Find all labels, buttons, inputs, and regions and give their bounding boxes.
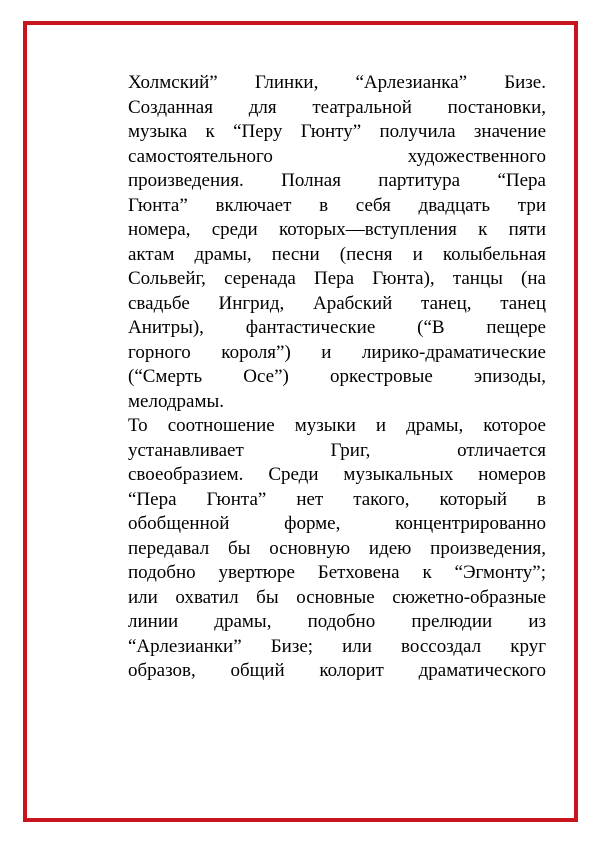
- text-line: Сольвейг, серенада Пера Гюнта), танцы (на: [128, 268, 546, 289]
- text-line: Гюнта” включает в себя двадцать три: [128, 194, 546, 216]
- text-line: Анитры), фантастические (“В пещере: [128, 317, 546, 338]
- document-text-body: [128, 71, 546, 684]
- text-line: линии драмы, подобно прелюдии из: [128, 611, 546, 632]
- text-line: актам драмы, песни (песня и колыбельная: [128, 243, 546, 265]
- text-line: образов, общий колорит драматического: [128, 660, 546, 681]
- text-line: горного короля”) и лирико-драматические: [128, 341, 546, 363]
- text-line: произведения. Полная партитура “Пера: [128, 170, 546, 191]
- text-line: самостоятельного художественного: [128, 145, 546, 167]
- text-line: музыка к “Перу Гюнту” получила значение: [128, 121, 546, 142]
- text-line: (“Смерть Осе”) оркестровые эпизоды,: [128, 366, 546, 387]
- text-line: или охватил бы основные сюжетно-образные: [128, 586, 546, 608]
- paragraph-1: [128, 71, 546, 414]
- text-line: свадьбе Ингрид, Арабский танец, танец: [128, 292, 546, 314]
- paragraph-2: [128, 414, 546, 684]
- text-line: обобщенной форме, концентрированно: [128, 513, 546, 534]
- text-line: Холмский” Глинки, “Арлезианка” Бизе.: [128, 72, 546, 93]
- text-line: устанавливает Григ, отличается: [128, 439, 546, 461]
- text-line: номера, среди которых—вступления к пяти: [128, 219, 546, 240]
- text-line: передавал бы основную идею произведения,: [128, 537, 546, 559]
- text-line: То соотношение музыки и драмы, которое: [128, 415, 546, 436]
- text-line: мелодрамы.: [128, 390, 225, 412]
- text-line: подобно увертюре Бетховена к “Эгмонту”;: [128, 562, 546, 583]
- text-line: Созданная для театральной постановки,: [128, 96, 546, 118]
- text-line: “Пера Гюнта” нет такого, который в: [128, 488, 546, 510]
- text-line: своеобразием. Среди музыкальных номеров: [128, 464, 546, 485]
- text-line: “Арлезианки” Бизе; или воссоздал круг: [128, 635, 546, 657]
